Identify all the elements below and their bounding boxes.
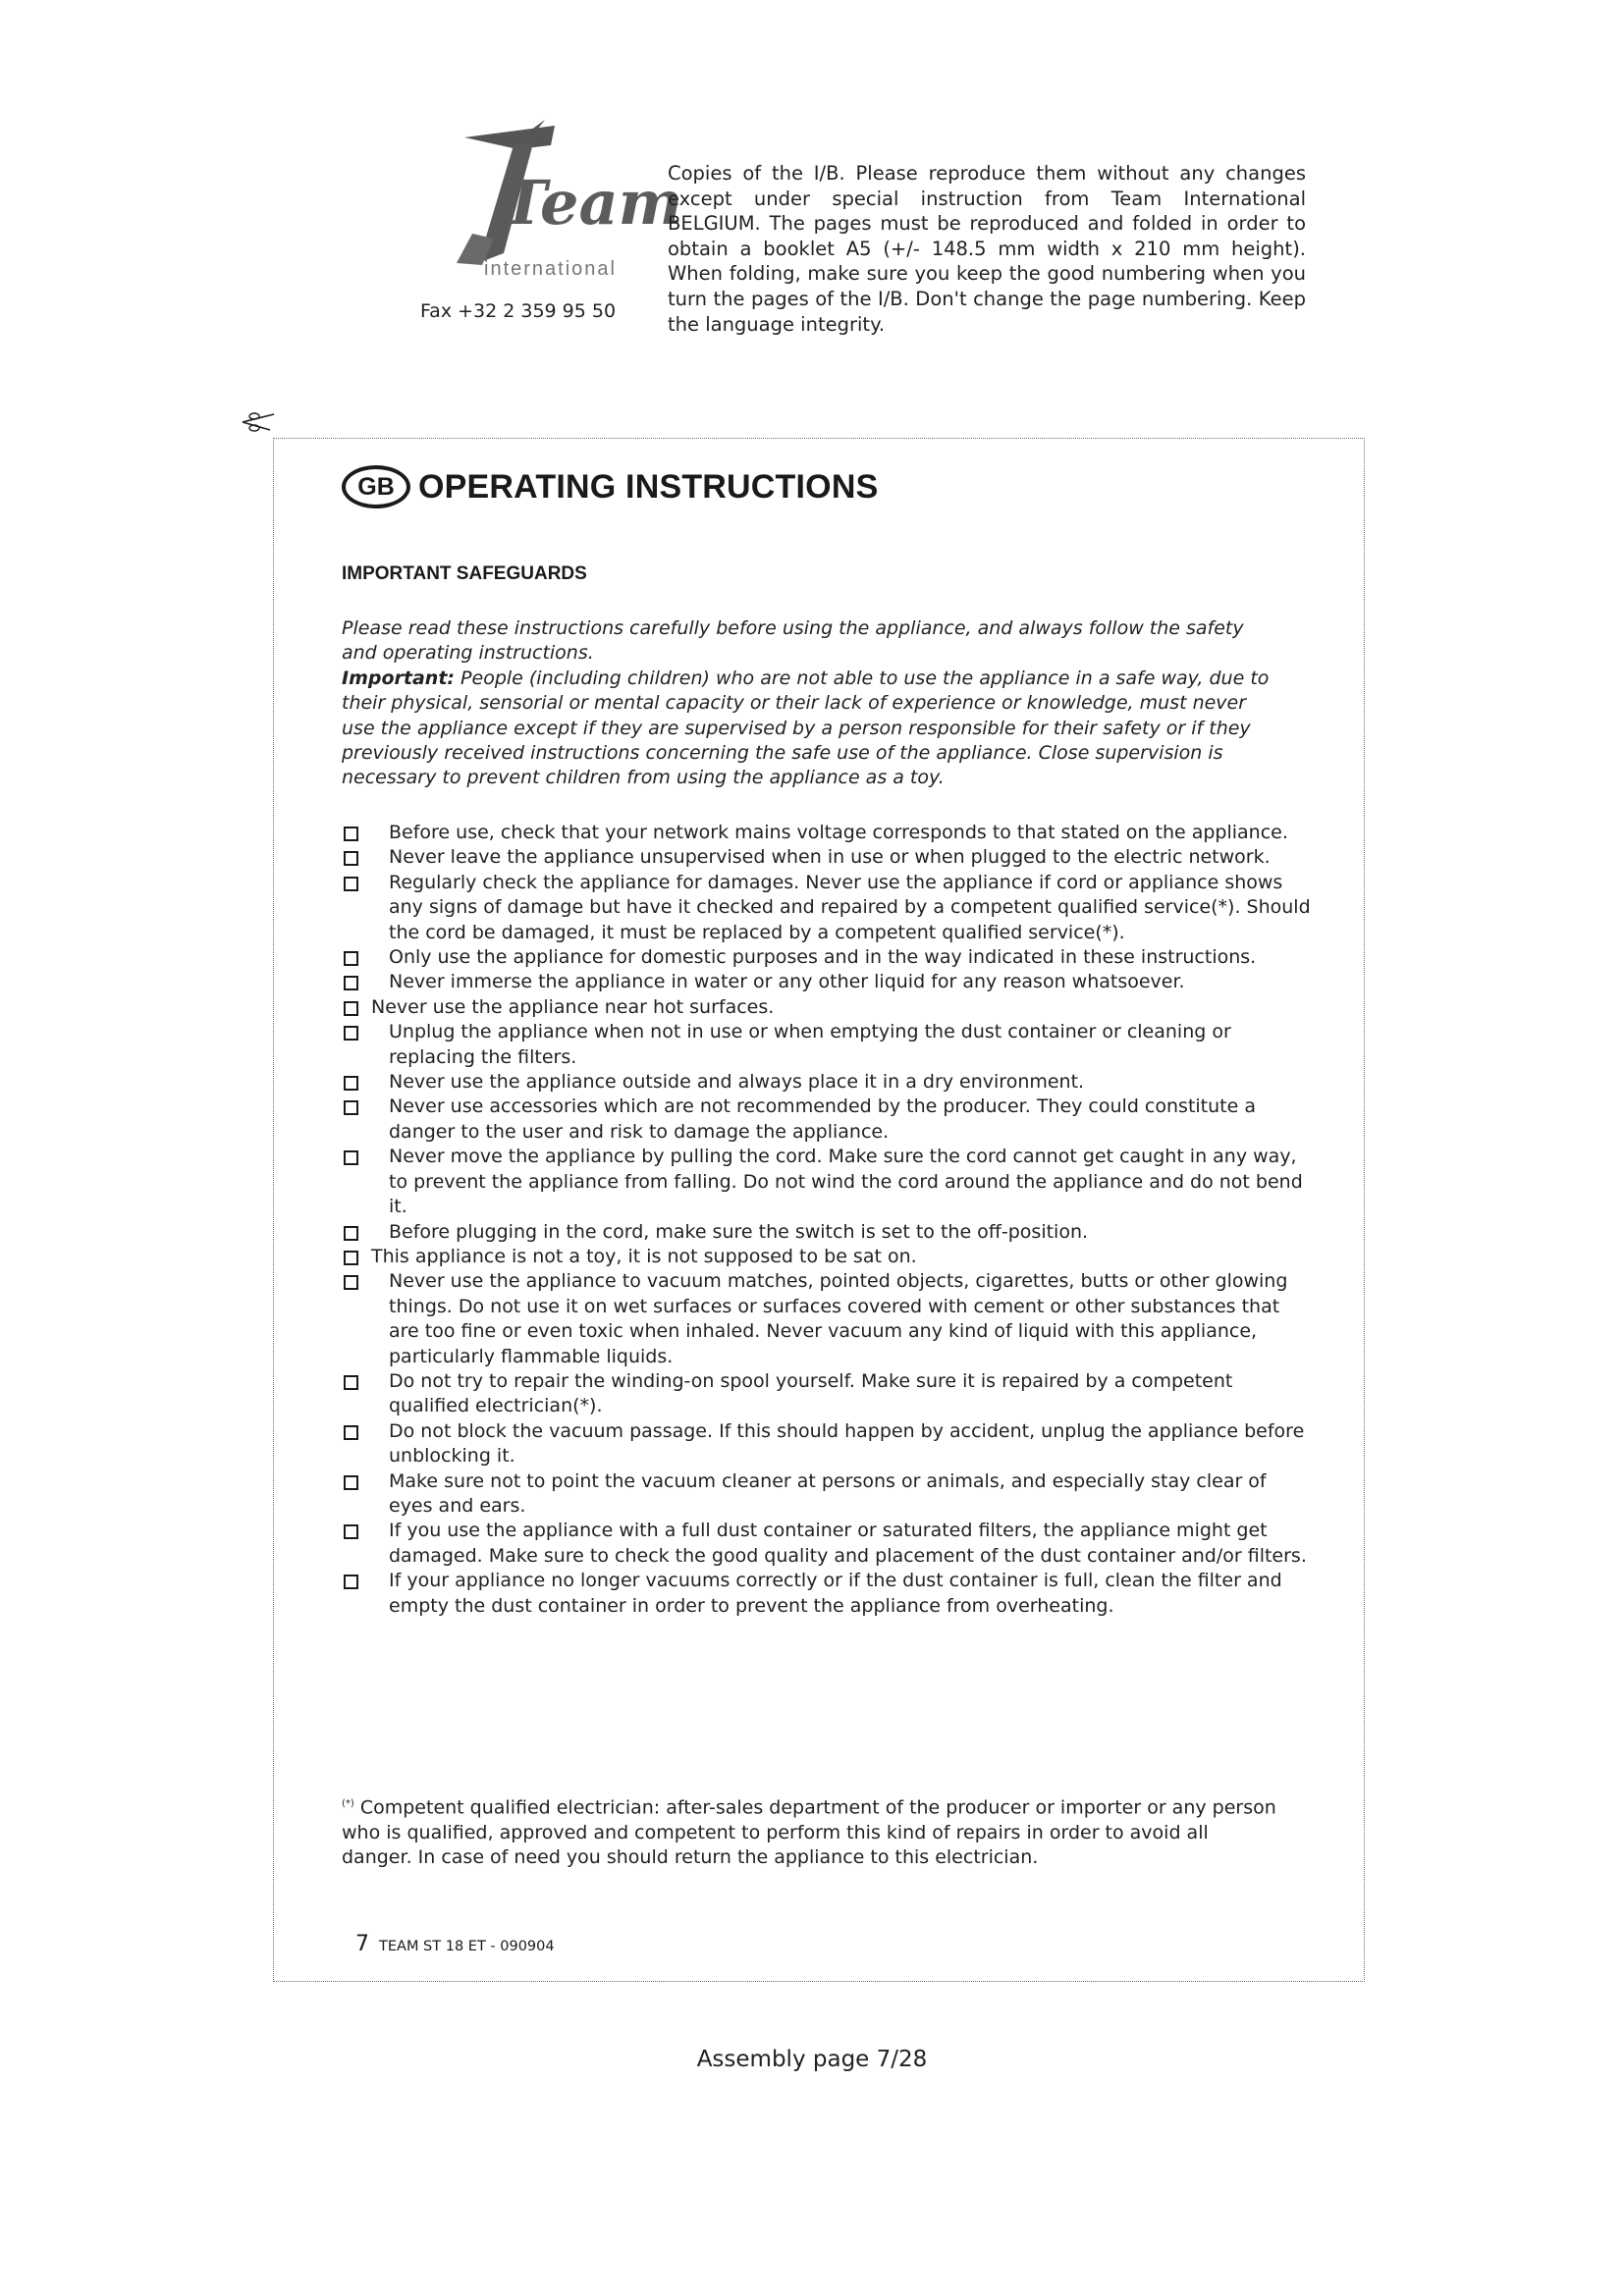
list-item: [344, 871, 1311, 945]
checkbox-icon: [344, 827, 358, 841]
checkbox-icon: [344, 951, 358, 966]
important-paragraph: [342, 667, 1284, 791]
list-item: [344, 945, 1311, 970]
checkbox-icon: [344, 1275, 358, 1290]
list-item: [344, 845, 1311, 870]
list-item: [344, 1419, 1311, 1469]
page-footer: [355, 1932, 555, 1956]
important-text: People (including children) who are not able to use the appliance in a safe way, due to their physical, sensorial or mental capacity or their lack of experience or knowledge, must never use the appliance except if they are supervised by a person responsible for their safety or if they previously received instructions concerning the safe use of the appliance. Close supervision is necessary to prevent children from using the appliance as a toy.: [342, 667, 1270, 789]
list-item: [344, 995, 1311, 1020]
list-item-text: Only use the appliance for domestic purposes and in the way indicated in these instructions.: [389, 946, 1257, 969]
list-item: [344, 1519, 1311, 1569]
checkbox-icon: [344, 1475, 358, 1490]
footnote-marker: (*): [342, 1798, 354, 1809]
team-international-logo: [407, 116, 683, 288]
logo-tagline: international: [484, 258, 617, 280]
list-item-text: If your appliance no longer vacuums correctly or if the dust container is full, clean the filter and empty the dust container in order to prevent the appliance from overheating.: [389, 1570, 1282, 1617]
list-item: [344, 1070, 1311, 1095]
fax-number: Fax +32 2 359 95 50: [420, 300, 617, 322]
list-item: [344, 1020, 1311, 1070]
list-item-text: Do not block the vacuum passage. If this should happen by accident, unplug the appliance before unblocking it.: [389, 1419, 1305, 1468]
list-item: [344, 1095, 1311, 1145]
language-badge: GB: [342, 465, 410, 508]
section-heading: [342, 465, 878, 508]
list-item: [344, 1220, 1311, 1245]
list-item-text: Never immerse the appliance in water or any other liquid for any reason whatsoever.: [389, 971, 1185, 993]
checkbox-icon: [344, 1226, 358, 1241]
safeguards-heading: IMPORTANT SAFEGUARDS: [342, 563, 587, 584]
list-item-text: Before use, check that your network mains voltage corresponds to that stated on the appliance.: [389, 822, 1288, 843]
footnote-text: Competent qualified electrician: after-sales department of the producer or importer or any person who is qualified, approved and competent to perform this kind of repairs in order to avoid all danger. In case of need you should return the appliance to this electrician.: [342, 1796, 1276, 1869]
intro-paragraph: Please read these instructions carefully before using the appliance, and always follow the safety and operating instructions.: [342, 617, 1244, 665]
scissors-icon: [241, 410, 276, 434]
checkbox-icon: [344, 1026, 358, 1041]
checkbox-icon: [344, 1425, 358, 1440]
checkbox-icon: [344, 1375, 358, 1390]
checkbox-icon: [344, 1150, 358, 1165]
list-item-text: Regularly check the appliance for damages. Never use the appliance if cord or appliance shows any signs of damage but have it checked and repaired by a competent qualified service(*). Should the cord be damaged, it must be replaced by a competent qualified service(*).: [389, 871, 1311, 943]
checkbox-icon: [344, 877, 358, 891]
list-item-text: This appliance is not a toy, it is not supposed to be sat on.: [371, 1245, 917, 1267]
checkbox-icon: [344, 1251, 358, 1265]
list-item: [344, 970, 1311, 994]
footnote: [342, 1791, 1284, 1871]
list-item-text: Do not try to repair the winding-on spool yourself. Make sure it is repaired by a competent qualified electrician(*).: [389, 1369, 1233, 1417]
page-number: 7: [355, 1932, 369, 1956]
intro-text: [342, 616, 1284, 791]
list-item: [344, 1145, 1311, 1219]
list-item-text: Unplug the appliance when not in use or when emptying the dust container or cleaning or replacing the filters.: [389, 1021, 1231, 1068]
checkbox-icon: [344, 1524, 358, 1539]
reproduction-note: Copies of the I/B. Please reproduce them without any changes except under special instruction from Team International BELGIUM. The pages must be reproduced and folded in order to obtain a booklet A5 (+/- 148.5 mm width x 210 mm height). When folding, make sure you keep the good numbering when you turn the pages of the I/B. Don't change the page numbering. Keep the language integrity.: [668, 162, 1306, 336]
checkbox-icon: [344, 851, 358, 866]
list-item: [344, 1269, 1311, 1369]
page-title: OPERATING INSTRUCTIONS: [418, 467, 879, 506]
list-item: [344, 1369, 1311, 1419]
list-item-text: Make sure not to point the vacuum cleaner at persons or animals, and especially stay clear of eyes and ears.: [389, 1469, 1267, 1517]
assembly-page-label: Assembly page 7/28: [696, 2047, 928, 2072]
important-label: Important:: [342, 667, 456, 689]
list-item: [344, 821, 1311, 845]
checkbox-icon: [344, 976, 358, 990]
document-code: TEAM ST 18 ET - 090904: [379, 1939, 555, 1954]
list-item-text: Never use the appliance near hot surfaces.: [371, 995, 775, 1018]
list-item: [344, 1469, 1311, 1520]
checkbox-icon: [344, 1076, 358, 1091]
list-item-text: Never use accessories which are not recommended by the producer. They could constitute a danger to the user and risk to damage the appliance.: [389, 1095, 1256, 1143]
list-item: [344, 1245, 1311, 1269]
list-item-text: Never use the appliance outside and always place it in a dry environment.: [389, 1071, 1085, 1094]
safeguards-list: [344, 821, 1311, 1619]
list-item-text: Before plugging in the cord, make sure the switch is set to the off-position.: [389, 1220, 1089, 1243]
list-item-text: If you use the appliance with a full dust container or saturated filters, the appliance might get damaged. Make sure to check the good quality and placement of the dust container and/or filters.: [389, 1520, 1307, 1567]
list-item: [344, 1569, 1311, 1619]
list-item-text: Never use the appliance to vacuum matches, pointed objects, cigarettes, butts or other glowing things. Do not use it on wet surfaces or surfaces covered with cement or other substances that are too fine or even toxic when inhaled. Never vacuum any kind of liquid with this appliance, particularly flammable liquids.: [389, 1270, 1288, 1367]
checkbox-icon: [344, 1575, 358, 1589]
checkbox-icon: [344, 1100, 358, 1115]
list-item-text: Never move the appliance by pulling the cord. Make sure the cord cannot get caught in any way, to prevent the appliance from falling. Do not wind the cord around the appliance and do not bend it.: [389, 1146, 1303, 1218]
logo-wordmark: Team: [502, 167, 683, 239]
checkbox-icon: [344, 1001, 358, 1016]
list-item-text: Never leave the appliance unsupervised when in use or when plugged to the electric network.: [389, 846, 1271, 869]
